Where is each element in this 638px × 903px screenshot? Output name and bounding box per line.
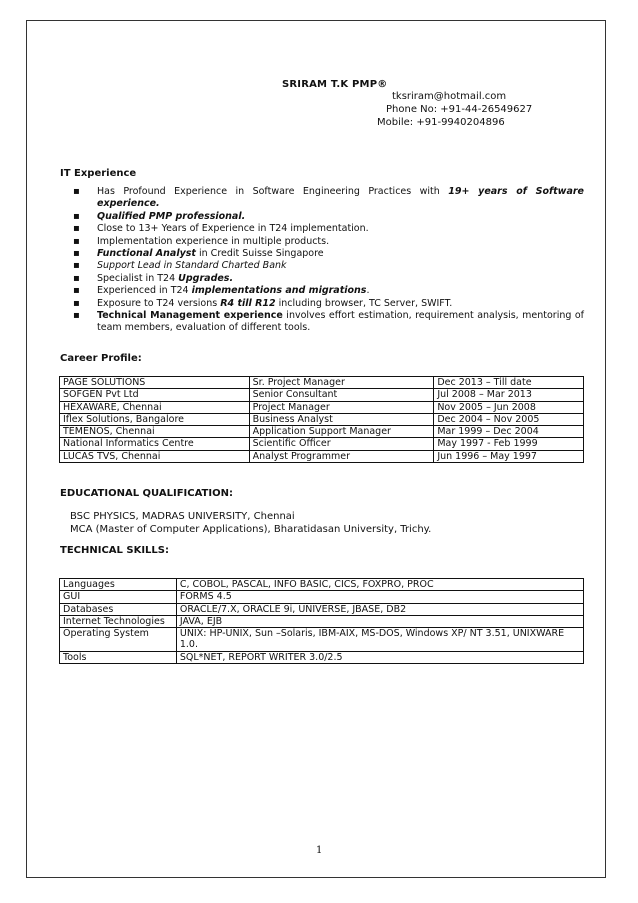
list-item: ▪ Qualified PMP professional. bbox=[60, 211, 584, 223]
page-number: 1 bbox=[316, 845, 323, 856]
table-row: Languages C, COBOL, PASCAL, INFO BASIC, CICS, FOXPRO, PROC bbox=[60, 579, 584, 591]
mobile: Mobile: +91-9940204896 bbox=[377, 117, 505, 128]
list-item: ▪ Technical Management experience involves effort estimation, requirement analysis, mentoring of team members, evaluation of different tools. bbox=[60, 310, 584, 335]
list-item: ▪ Support Lead in Standard Charted Bank bbox=[60, 260, 584, 272]
list-item: ▪ Experienced in T24 implementations and migrations. bbox=[60, 285, 584, 297]
education-line: MCA (Master of Computer Applications), Bharatidasan University, Trichy. bbox=[70, 524, 432, 535]
education-heading: EDUCATIONAL QUALIFICATION: bbox=[60, 488, 233, 499]
table-row: LUCAS TVS, Chennai Analyst Programmer Jun 1996 – May 1997 bbox=[60, 450, 584, 462]
table-row: National Informatics Centre Scientific Officer May 1997 - Feb 1999 bbox=[60, 438, 584, 450]
email: tksriram@hotmail.com bbox=[392, 91, 507, 102]
table-row: Internet Technologies JAVA, EJB bbox=[60, 615, 584, 627]
it-experience-heading: IT Experience bbox=[60, 168, 137, 179]
table-row: Iflex Solutions, Bangalore Business Analyst Dec 2004 – Nov 2005 bbox=[60, 413, 584, 425]
technical-skills-heading: TECHNICAL SKILLS: bbox=[60, 545, 169, 556]
technical-skills-table bbox=[59, 578, 584, 664]
table-row: SOFGEN Pvt Ltd Senior Consultant Jul 2008 – Mar 2013 bbox=[60, 389, 584, 401]
phone: Phone No: +91-44-26549627 bbox=[386, 104, 533, 115]
list-item: ▪ Exposure to T24 versions R4 till R12 including browser, TC Server, SWIFT. bbox=[60, 298, 584, 310]
list-item: ▪ Specialist in T24 Upgrades. bbox=[60, 273, 584, 285]
it-experience-list bbox=[60, 186, 584, 335]
list-item: ▪ Functional Analyst in Credit Suisse Singapore bbox=[60, 248, 584, 260]
table-row: Databases ORACLE/7.X, ORACLE 9i, UNIVERSE, JBASE, DB2 bbox=[60, 603, 584, 615]
table-row: GUI FORMS 4.5 bbox=[60, 591, 584, 603]
table-row: Operating System UNIX: HP-UNIX, Sun –Solaris, IBM-AIX, MS-DOS, Windows XP/ NT 3.51, UNIXWARE 1.0. bbox=[60, 628, 584, 652]
table-row: PAGE SOLUTIONS Sr. Project Manager Dec 2013 – Till date bbox=[60, 377, 584, 389]
career-table bbox=[59, 376, 584, 463]
career-heading: Career Profile: bbox=[60, 353, 142, 364]
candidate-name: SRIRAM T.K PMP® bbox=[282, 79, 388, 90]
table-row: HEXAWARE, Chennai Project Manager Nov 2005 – Jun 2008 bbox=[60, 401, 584, 413]
education-entries bbox=[70, 510, 431, 536]
list-item: ▪ Close to 13+ Years of Experience in T24 implementation. bbox=[60, 223, 584, 235]
list-item: ▪ Implementation experience in multiple products. bbox=[60, 236, 584, 248]
table-row: Tools SQL*NET, REPORT WRITER 3.0/2.5 bbox=[60, 651, 584, 663]
list-item: ▪ Has Profound Experience in Software Engineering Practices with 19+ years of Software experience. bbox=[60, 186, 584, 211]
education-line: BSC PHYSICS, MADRAS UNIVERSITY, Chennai bbox=[70, 511, 295, 522]
table-row: TEMENOS, Chennai Application Support Manager Mar 1999 – Dec 2004 bbox=[60, 426, 584, 438]
